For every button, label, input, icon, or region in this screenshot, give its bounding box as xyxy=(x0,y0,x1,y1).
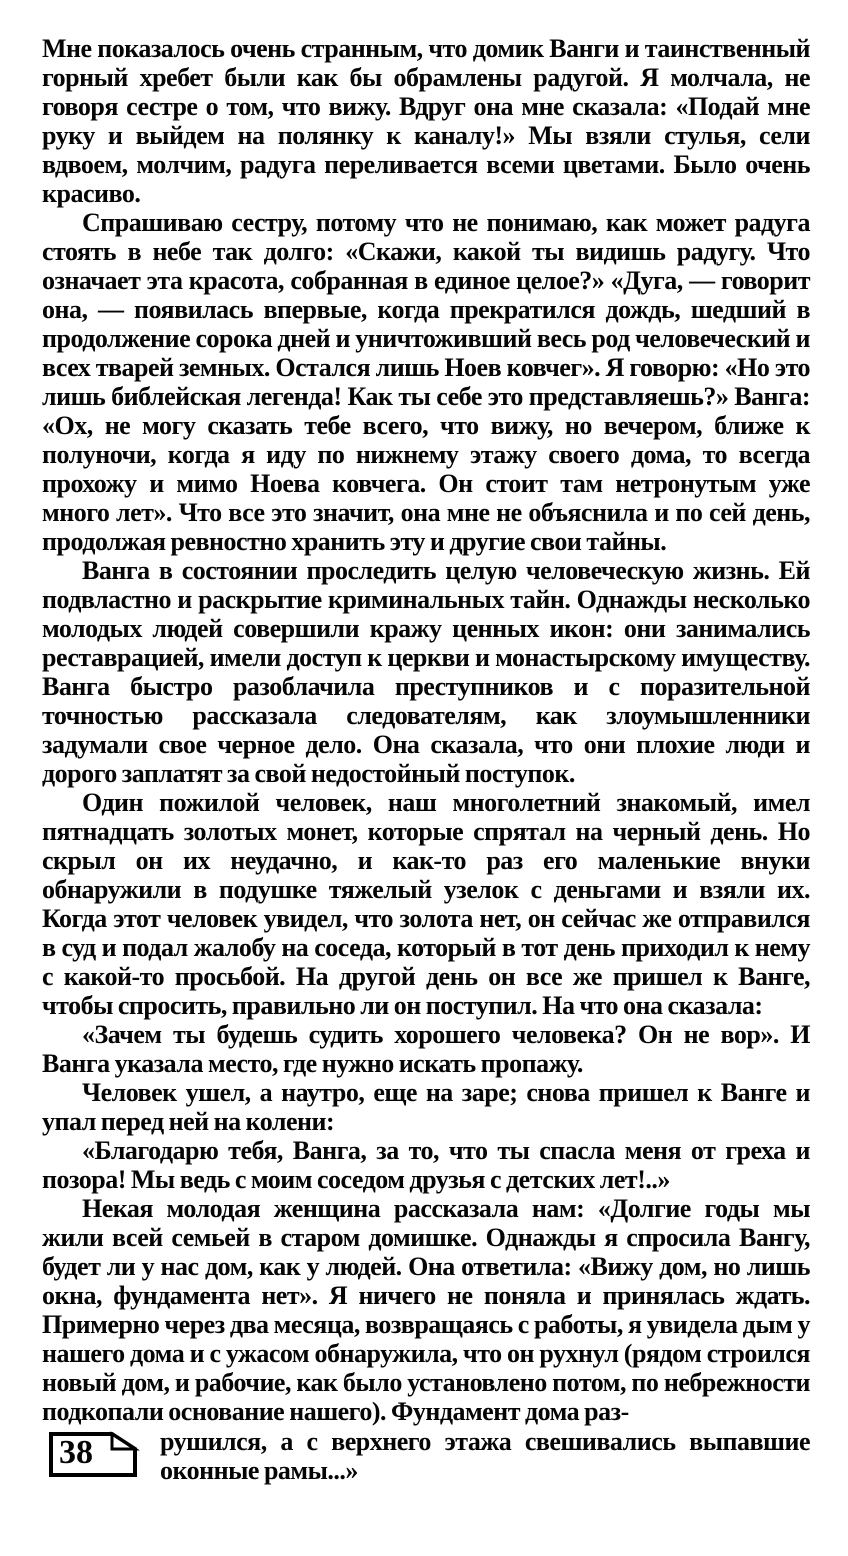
body-paragraph: Один пожилой человек, наш многолетний знакомый, имел пятнадцать золотых монет, которые спрятал на черный день. Но скрыл он их неудачно, и как-то раз его маленькие внуки обнаружили в подушке тяжелый узелок с деньгами и взяли их. Когда этот человек увидел, что золота нет, он сейчас же отправился в суд и подал жалобу на соседа, который в тот день приходил к нему с какой-то просьбой. На другой день он все же пришел к Ванге, чтобы спросить, правильно ли он поступил. На что она сказала: xyxy=(42,788,810,1020)
body-paragraph: Мне показалось очень странным, что домик Ванги и таинственный горный хребет были как бы обрамлены радугой. Я молчала, не говоря сестре о том, что вижу. Вдруг она мне сказала: «Подай мне руку и выйдем на полянку к каналу!» Мы взяли стулья, сели вдвоем, молчим, радуга переливается всеми цветами. Было очень красиво. xyxy=(42,34,810,208)
body-paragraph: Спрашиваю сестру, потому что не понимаю, как может радуга стоять в небе так долго: «Скажи, какой ты видишь радугу. Что означает эта красота, собранная в единое целое?» «Дуга, — говорит она, — появилась впервые, когда прекратился дождь, шедший в продолжение сорока дней и уничтоживший весь род человеческий и всех тварей земных. Остался лишь Ноев ковчег». Я говорю: «Но это лишь библейская легенда! Как ты себе это представляешь?» Ванга: «Ох, не могу сказать тебе всего, что вижу, но вечером, ближе к полуночи, когда я иду по нижнему этажу своего дома, то всегда прохожу и мимо Ноева ковчега. Он стоит там нетронутым уже много лет». Что все это значит, она мне не объяснила и по сей день, продолжая ревностно хранить эту и другие свои тайны. xyxy=(42,208,810,556)
body-paragraph: «Зачем ты будешь судить хорошего человека? Он не вор». И Ванга указала место, где нужно искать пропажу. xyxy=(42,1020,810,1078)
body-paragraph: Человек ушел, а наутро, еще на заре; снова пришел к Ванге и упал перед ней на колени: xyxy=(42,1078,810,1136)
page-footer-row xyxy=(42,1427,810,1485)
body-paragraph: «Благодарю тебя, Ванга, за то, что ты спасла меня от греха и позора! Мы ведь с моим соседом друзья с детских лет!..» xyxy=(42,1136,810,1194)
body-paragraph: Ванга в состоянии проследить целую человеческую жизнь. Ей подвластно и раскрытие криминальных тайн. Однажды несколько молодых людей совершили кражу ценных икон: они занимались реставрацией, имели доступ к церкви и монастырскому имуществу. Ванга быстро разоблачила преступников и с поразительной точностью рассказала следователям, как злоумышленники задумали свое черное дело. Она сказала, что они плохие люди и дорого заплатят за свой недостойный поступок. xyxy=(42,556,810,788)
page-number: 38 xyxy=(59,1434,93,1471)
page-number-badge xyxy=(48,1430,140,1478)
body-paragraph: Некая молодая женщина рассказала нам: «Долгие годы мы жили всей семьей в старом домишке. Однажды я спросила Вангу, будет ли у нас дом, как у людей. Она ответила: «Вижу дом, но лишь окна, фундамента нет». Я ничего не поняла и принялась ждать. Примерно через два месяца, возвращаясь с работы, я увидела дым у нашего дома и с ужасом обнаружила, что он рухнул (рядом строился новый дом, и рабочие, как было установлено потом, по небрежности подкопали основание нашего). Фундамент дома раз- xyxy=(42,1194,810,1426)
body-paragraph-continuation: рушился, а с верхнего этажа свешивались выпавшие оконные рамы...» xyxy=(160,1427,810,1485)
